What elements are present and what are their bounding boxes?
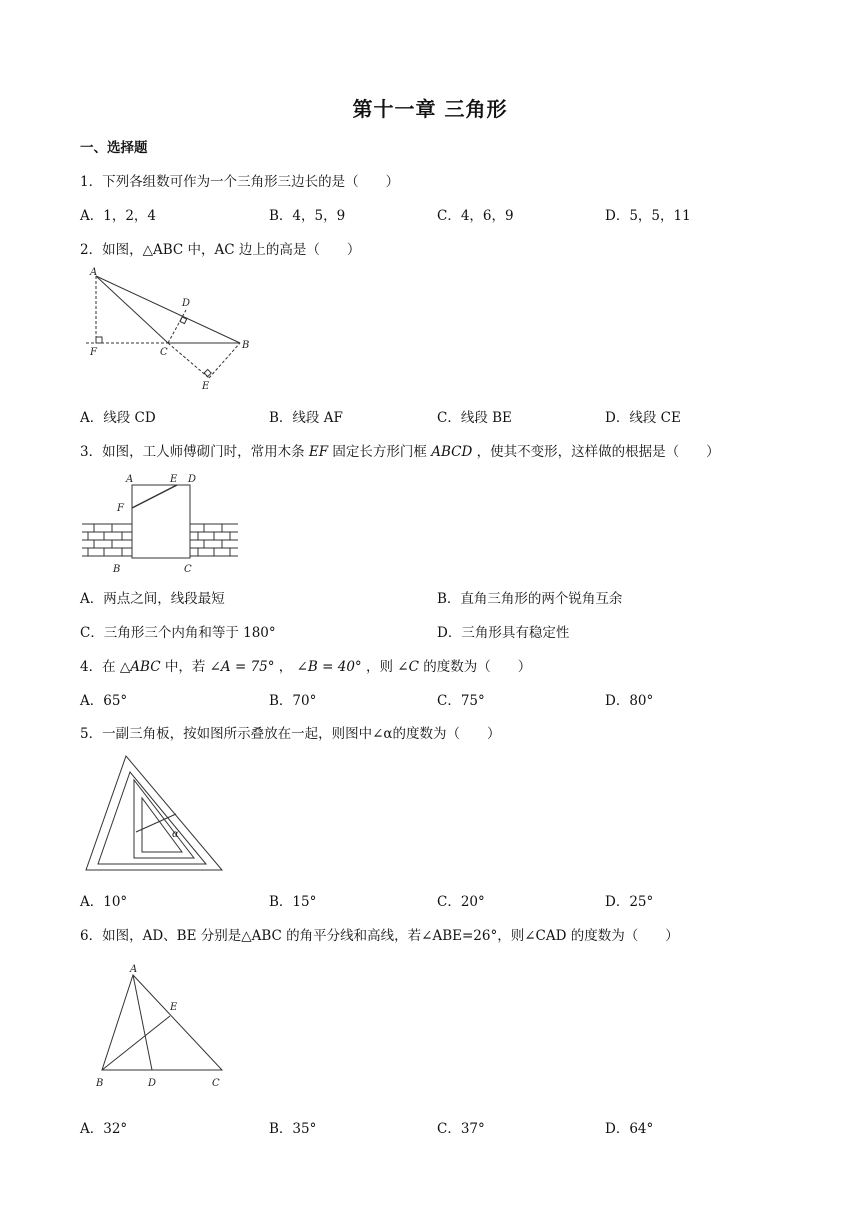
question-6-options: [80, 1117, 780, 1137]
brace-ef: [132, 485, 177, 508]
door-frame-abcd: [132, 485, 190, 558]
option-d[interactable]: D．三角形具有稳定性: [437, 625, 570, 641]
label-f: F: [117, 503, 124, 514]
option-c[interactable]: C．4，6，9: [437, 208, 514, 224]
question-5-options: [80, 890, 780, 910]
segment-be: [209, 343, 240, 378]
option-d[interactable]: D．80°: [605, 693, 654, 709]
option-b[interactable]: B．线段 AF: [269, 410, 343, 426]
label-e: E: [170, 1002, 178, 1013]
label-c: C: [212, 1078, 220, 1089]
large-triangle-inner: [98, 772, 206, 864]
label-a: A: [90, 267, 98, 278]
option-d[interactable]: D．5，5，11: [605, 208, 691, 224]
option-a[interactable]: A．线段 CD: [80, 410, 156, 426]
small-triangle-inner: [142, 798, 182, 852]
triangle-bisector-figure: [80, 958, 240, 1098]
option-a[interactable]: A．65°: [80, 693, 128, 709]
label-d: D: [148, 1078, 157, 1089]
set-squares-figure: [80, 752, 230, 876]
option-a[interactable]: A．两点之间，线段最短: [80, 591, 225, 607]
question-1-stem: 1．下列各组数可作为一个三角形三边长的是（ ）: [80, 174, 400, 190]
option-b[interactable]: B．70°: [269, 693, 317, 709]
question-3-stem: 3．如图，工人师傅砌门时，常用木条 EF 固定长方形门框 ABCD ，使其不变形，这样做的根据是（ ）: [80, 444, 720, 460]
option-d[interactable]: D．线段 CE: [605, 410, 681, 426]
option-b[interactable]: B．4，5，9: [269, 208, 346, 224]
segment-ab: [96, 276, 240, 343]
extension-ce: [168, 343, 209, 378]
option-a[interactable]: A．32°: [80, 1121, 128, 1137]
option-c[interactable]: C．线段 BE: [437, 410, 512, 426]
label-c: C: [184, 564, 192, 575]
question-2-options: [80, 406, 780, 426]
label-a: A: [130, 964, 138, 975]
door-frame-figure: [80, 468, 240, 578]
label-d: D: [182, 298, 191, 309]
label-d: D: [188, 474, 197, 485]
option-c[interactable]: C．75°: [437, 693, 485, 709]
label-f: F: [90, 347, 97, 358]
question-3-options-row-1: [80, 587, 780, 607]
option-d[interactable]: D．64°: [605, 1121, 654, 1137]
segment-cd: [168, 310, 186, 343]
segment-ac: [96, 276, 168, 343]
option-a[interactable]: A．1，2，4: [80, 208, 157, 224]
option-b[interactable]: B．直角三角形的两个锐角互余: [437, 591, 623, 607]
altitude-be: [102, 1016, 170, 1070]
option-c[interactable]: C．三角形三个内角和等于 180°: [80, 625, 276, 641]
label-e: E: [170, 474, 178, 485]
question-6-stem: 6．如图，AD、BE 分别是△ABC 的角平分线和高线，若∠ABE=26°，则∠CAD 的度数为（ ）: [80, 928, 679, 944]
option-b[interactable]: B．15°: [269, 894, 317, 910]
label-a: A: [126, 474, 134, 485]
question-2-stem: 2．如图，△ABC 中，AC 边上的高是（ ）: [80, 242, 361, 258]
option-c[interactable]: C．37°: [437, 1121, 485, 1137]
right-angle-e: [204, 369, 211, 376]
question-1-options: [80, 204, 780, 224]
option-b[interactable]: B．35°: [269, 1121, 317, 1137]
label-b: B: [113, 564, 121, 575]
label-c: C: [160, 347, 168, 358]
question-4-options: [80, 689, 780, 709]
label-b: B: [242, 340, 250, 351]
question-4-stem: 4．在 △ABC 中，若 ∠A = 75° ， ∠B = 40° ，则 ∠C 的度数为（ ）: [80, 659, 532, 675]
section-heading: 一、选择题: [80, 140, 148, 156]
label-e: E: [202, 381, 210, 392]
option-c[interactable]: C．20°: [437, 894, 485, 910]
page-title: 第十一章 三角形: [352, 97, 508, 121]
triangle-altitude-figure: [80, 266, 260, 396]
question-5-stem: 5．一副三角板，按如图所示叠放在一起，则图中∠α的度数为（ ）: [80, 726, 501, 742]
question-3-options-row-2: [80, 621, 780, 641]
large-triangle-outer: [86, 756, 222, 870]
label-alpha: α: [172, 829, 179, 840]
option-a[interactable]: A．10°: [80, 894, 128, 910]
option-d[interactable]: D．25°: [605, 894, 654, 910]
right-angle-f: [96, 337, 102, 343]
bisector-ad: [133, 975, 152, 1070]
label-b: B: [96, 1078, 104, 1089]
